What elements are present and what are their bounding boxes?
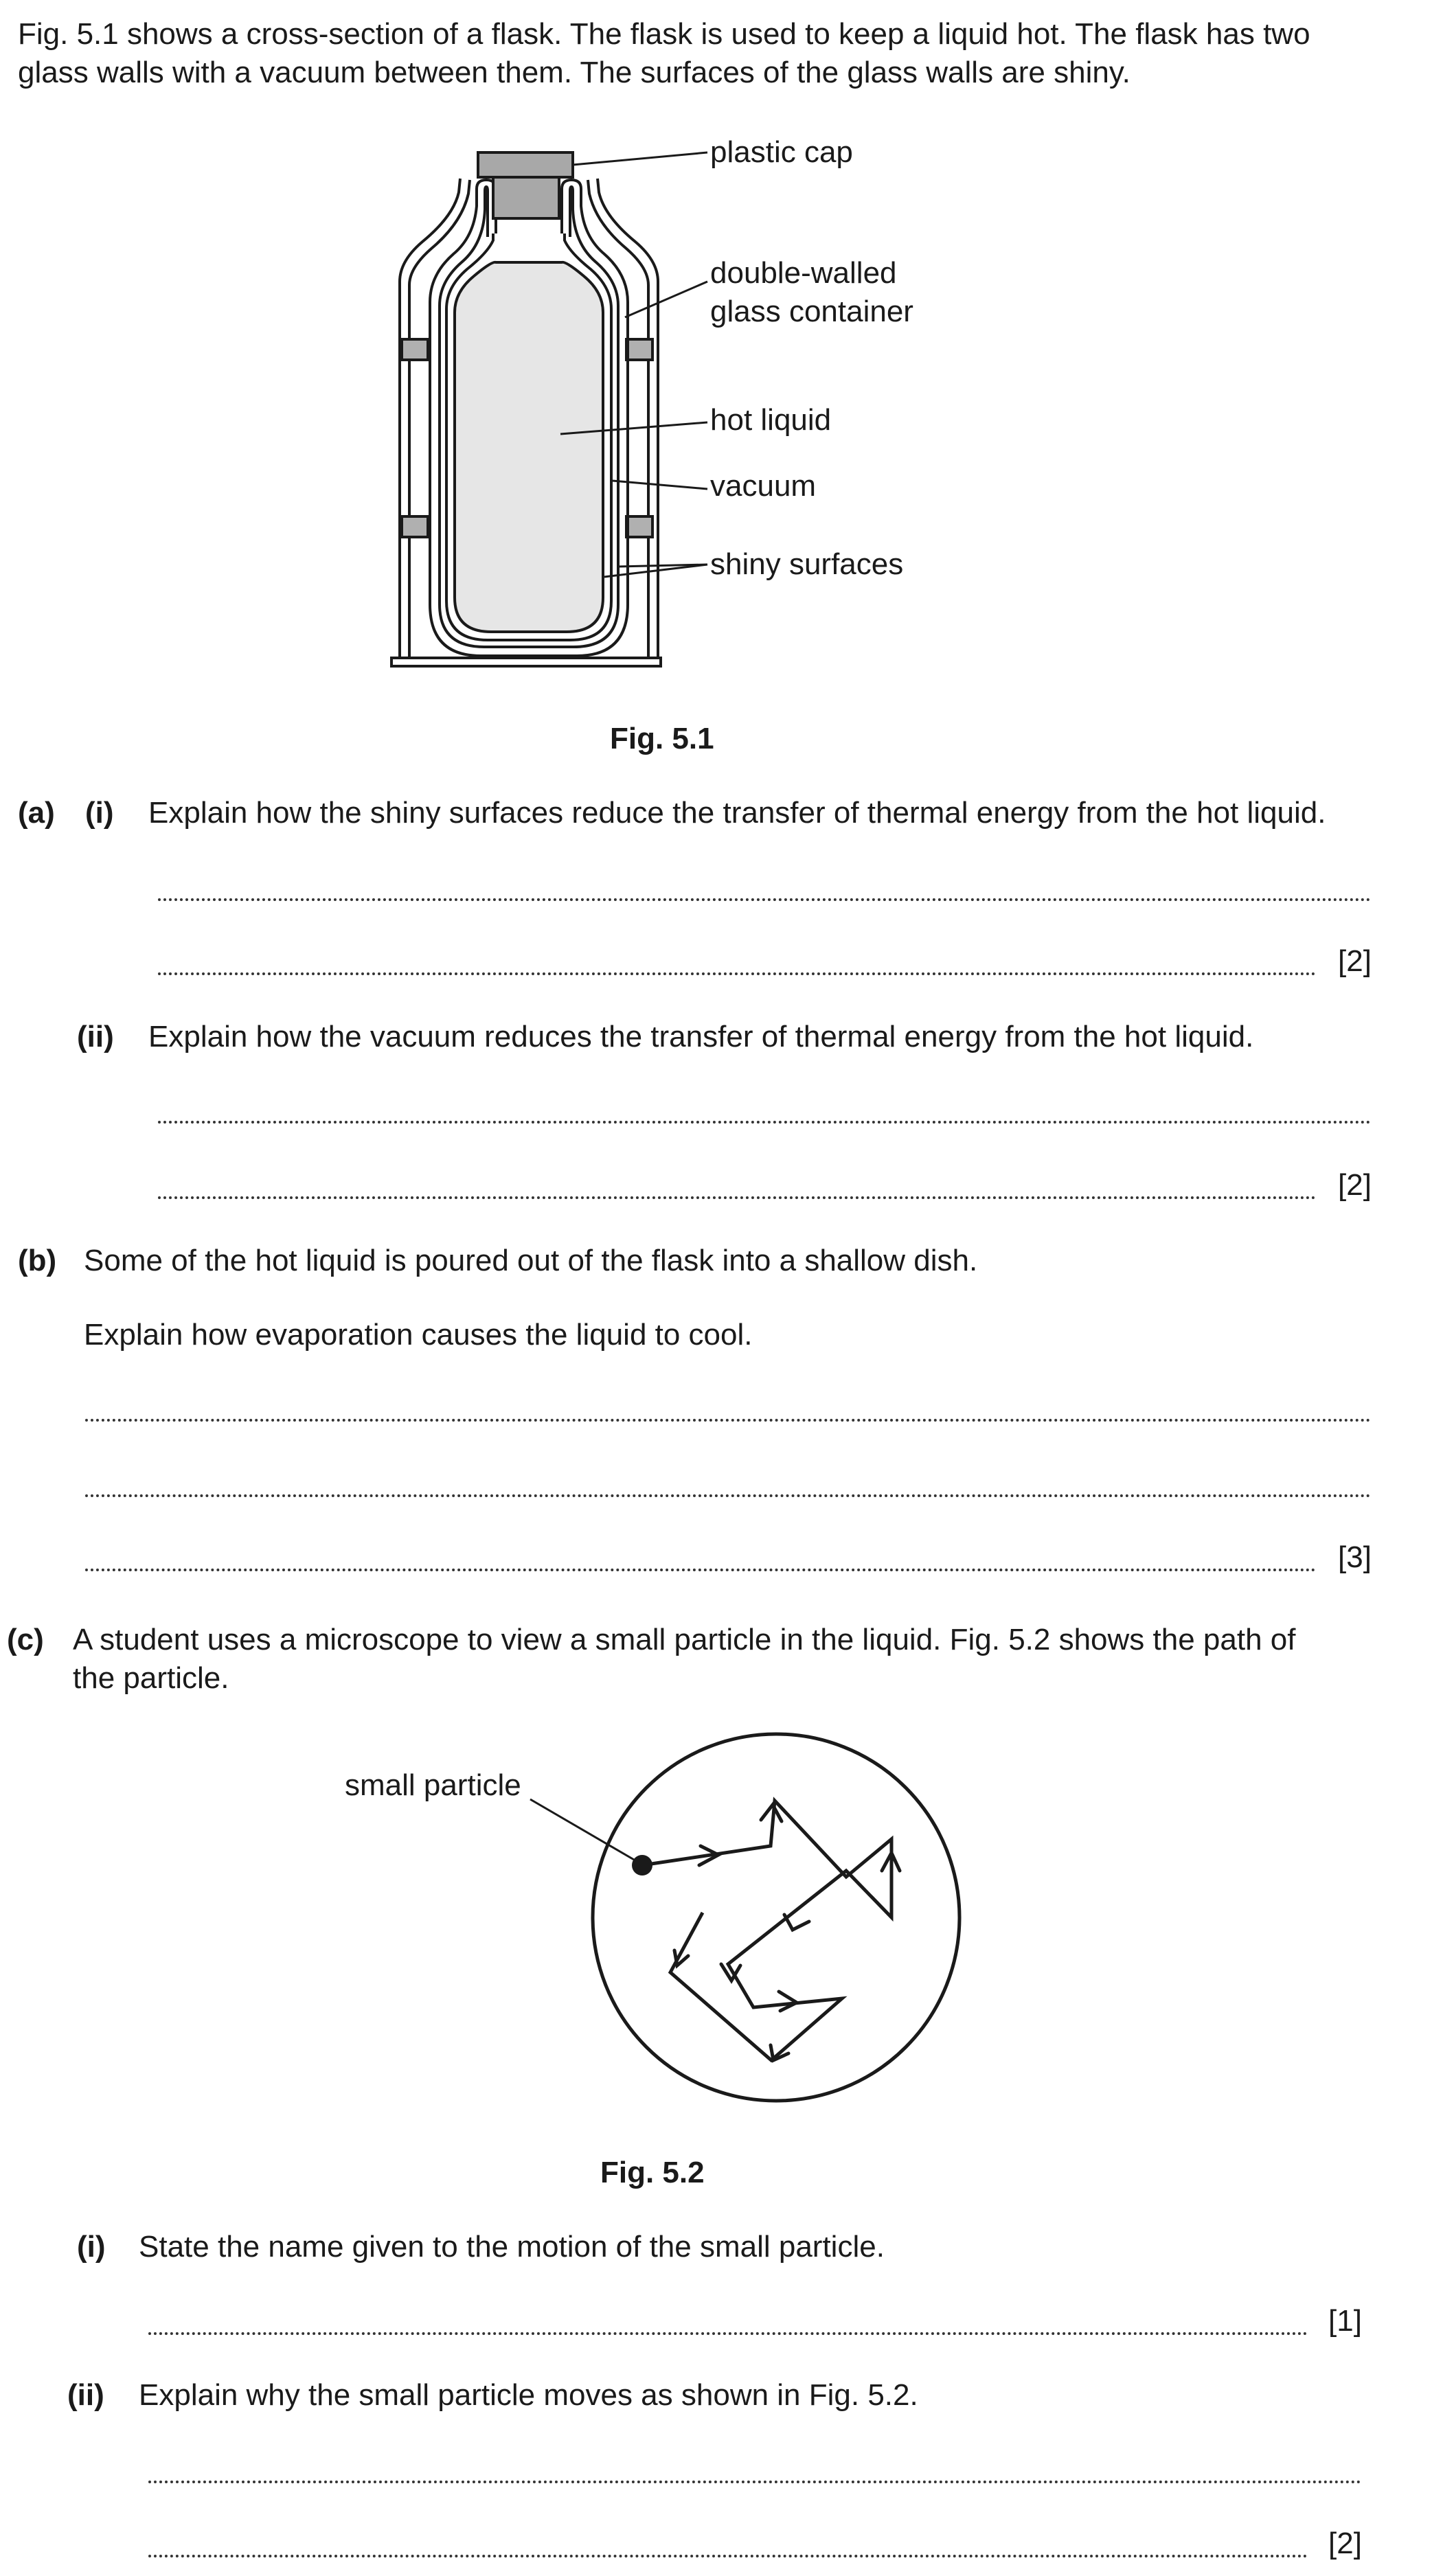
part-a-i-question: Explain how the shiny surfaces reduce the transfer of thermal energy from the hot liquid. (148, 796, 1326, 830)
part-c-ii-label: (ii) (67, 2378, 104, 2412)
hot-liquid (455, 262, 603, 632)
label-glass-container: glass container (710, 295, 913, 328)
intro-line-2: glass walls with a vacuum between them. The surfaces of the glass walls are shiny. (18, 56, 1130, 89)
answer-line-a-ii-1[interactable] (158, 1121, 1371, 1124)
part-a-label: (a) (18, 796, 55, 830)
answer-line-a-i-1[interactable] (158, 898, 1371, 901)
part-a-i-label: (i) (85, 796, 114, 830)
answer-line-b-1[interactable] (85, 1419, 1371, 1422)
answer-line-c-ii-2[interactable] (148, 2555, 1308, 2557)
label-double-walled: double-walled (710, 256, 897, 290)
marks-c-ii: [2] (1328, 2527, 1362, 2560)
marks-a-ii: [2] (1338, 1168, 1372, 1202)
answer-line-c-ii-1[interactable] (148, 2481, 1361, 2483)
flask-diagram (0, 0, 1443, 755)
part-c-i-question: State the name given to the motion of the small particle. (139, 2230, 885, 2264)
part-b-label: (b) (18, 1244, 57, 1277)
part-a-ii-question: Explain how the vacuum reduces the transfer of thermal energy from the hot liquid. (148, 1020, 1254, 1053)
marks-c-i: [1] (1328, 2304, 1362, 2338)
answer-line-a-ii-2[interactable] (158, 1196, 1316, 1199)
label-plastic-cap: plastic cap (710, 135, 853, 169)
particle-path (642, 1801, 891, 2060)
part-b-text-2: Explain how evaporation causes the liquid to cool. (84, 1318, 753, 1352)
particle-leader-line (530, 1799, 639, 1862)
part-c-line-1: A student uses a microscope to view a small particle in the liquid. Fig. 5.2 shows the path of (73, 1623, 1296, 1656)
path-arrow-6 (779, 1992, 797, 2011)
label-vacuum: vacuum (710, 469, 817, 503)
part-c-i-label: (i) (77, 2230, 106, 2264)
answer-line-a-i-2[interactable] (158, 972, 1316, 975)
part-a-ii-label: (ii) (77, 1020, 114, 1053)
marks-b: [3] (1338, 1540, 1372, 1574)
path-arrow-2 (761, 1805, 782, 1821)
fig-5-1-caption: Fig. 5.1 (610, 722, 714, 755)
flask-base (391, 658, 661, 666)
plastic-cap (478, 152, 573, 177)
part-c-ii-question: Explain why the small particle moves as shown in Fig. 5.2. (139, 2378, 918, 2412)
part-c-label: (c) (7, 1623, 44, 1656)
answer-line-b-3[interactable] (85, 1569, 1316, 1571)
marks-a-i: [2] (1338, 944, 1372, 978)
answer-line-b-2[interactable] (85, 1494, 1371, 1497)
label-small-particle: small particle (345, 1768, 521, 1802)
particle-path-diagram (0, 1703, 1443, 2129)
answer-line-c-i-1[interactable] (148, 2332, 1308, 2335)
part-b-text-1: Some of the hot liquid is poured out of the flask into a shallow dish. (84, 1244, 978, 1277)
intro-line-1: Fig. 5.1 shows a cross-section of a flask. The flask is used to keep a liquid hot. The flask has two (18, 17, 1310, 51)
part-c-line-2: the particle. (73, 1661, 229, 1695)
label-hot-liquid: hot liquid (710, 403, 832, 437)
label-shiny-surfaces: shiny surfaces (710, 547, 904, 581)
microscope-field-circle (593, 1734, 959, 2101)
fig-5-2-caption: Fig. 5.2 (600, 2156, 705, 2189)
